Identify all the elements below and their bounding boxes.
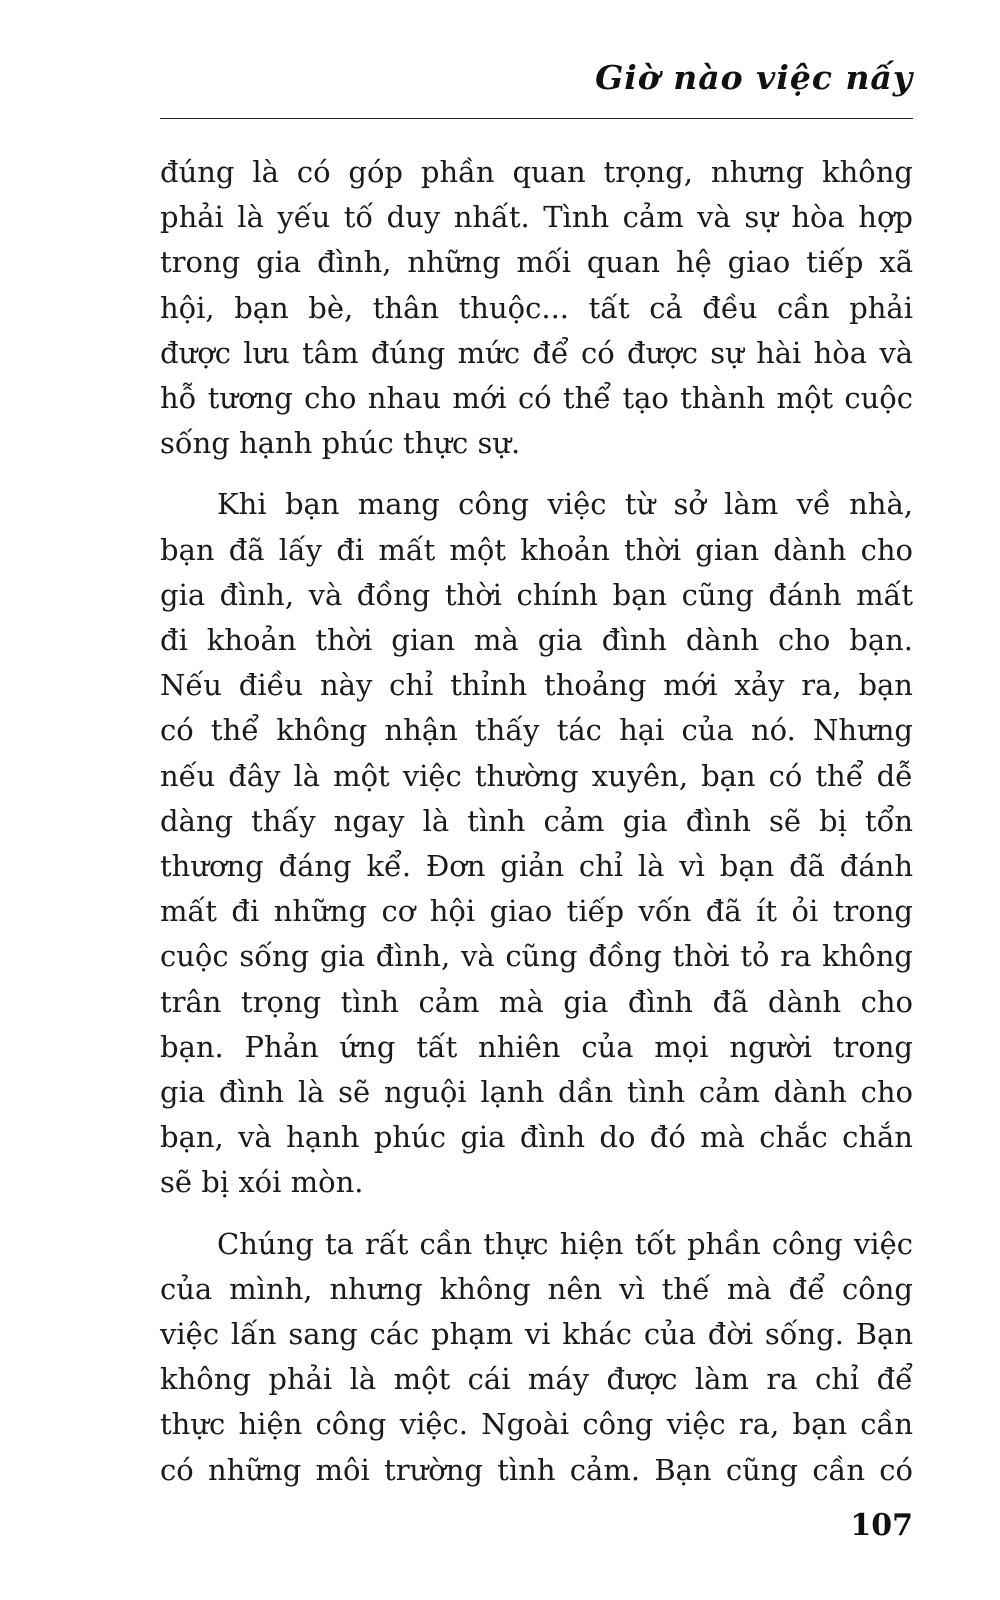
text-line: bạn, và hạnh phúc gia đình do đó mà chắc chắn [160,1120,913,1155]
paragraph-1 [160,150,913,466]
text-line: sống hạnh phúc thực sự. [160,426,521,461]
text-line: có thể không nhận thấy tác hại của nó. Nhưng [160,713,913,748]
text-line: cuộc sống gia đình, và cũng đồng thời tỏ ra không [160,939,913,974]
text-line: Chúng ta rất cần thực hiện tốt phần công việc [217,1226,913,1261]
paragraph-2 [160,482,913,1205]
text-line: hội, bạn bè, thân thuộc... tất cả đều cần phải [160,290,913,325]
text-line: phải là yếu tố duy nhất. Tình cảm và sự hòa hợp [160,200,913,235]
text-line: việc lấn sang các phạm vi khác của đời sống. Bạn [160,1317,913,1352]
text-line: hỗ tương cho nhau mới có thể tạo thành một cuộc [160,381,913,416]
text-line: gia đình, và đồng thời chính bạn cũng đánh mất [160,577,913,612]
text-line: Khi bạn mang công việc từ sở làm về nhà, [217,487,913,522]
body-text [160,150,913,1493]
text-line: sẽ bị xói mòn. [160,1165,364,1200]
running-header-title: Giờ nào việc nấy [595,58,913,97]
text-line: không phải là một cái máy được làm ra chỉ để [160,1362,913,1397]
text-line: đúng là có góp phần quan trọng, nhưng không [160,155,913,189]
text-line: Nếu điều này chỉ thỉnh thoảng mới xảy ra, bạn [160,668,913,703]
paragraph-3 [160,1222,913,1493]
text-line: thực hiện công việc. Ngoài công việc ra, bạn cần [160,1407,913,1442]
text-line: trân trọng tình cảm mà gia đình đã dành cho [160,984,913,1019]
text-line: trong gia đình, những mối quan hệ giao tiếp xã [160,245,913,280]
page-number: 107 [850,1508,913,1543]
text-line: nếu đây là một việc thường xuyên, bạn có thể dễ [160,758,913,793]
text-line: mất đi những cơ hội giao tiếp vốn đã ít ỏi trong [160,894,913,929]
text-line: đi khoản thời gian mà gia đình dành cho bạn. [160,623,913,658]
text-line: thương đáng kể. Đơn giản chỉ là vì bạn đã đánh [160,849,913,884]
text-line: gia đình là sẽ nguội lạnh dần tình cảm dành cho [160,1075,913,1110]
header-rule [160,118,913,119]
text-line: của mình, nhưng không nên vì thế mà để công [160,1271,913,1306]
text-line: bạn đã lấy đi mất một khoản thời gian dành cho [160,532,913,567]
text-line: dàng thấy ngay là tình cảm gia đình sẽ bị tổn [160,803,913,838]
text-line: được lưu tâm đúng mức để có được sự hài hòa và [160,335,913,370]
text-line: có những môi trường tình cảm. Bạn cũng cần có [160,1452,913,1487]
text-line: bạn. Phản ứng tất nhiên của mọi người trong [160,1029,913,1064]
